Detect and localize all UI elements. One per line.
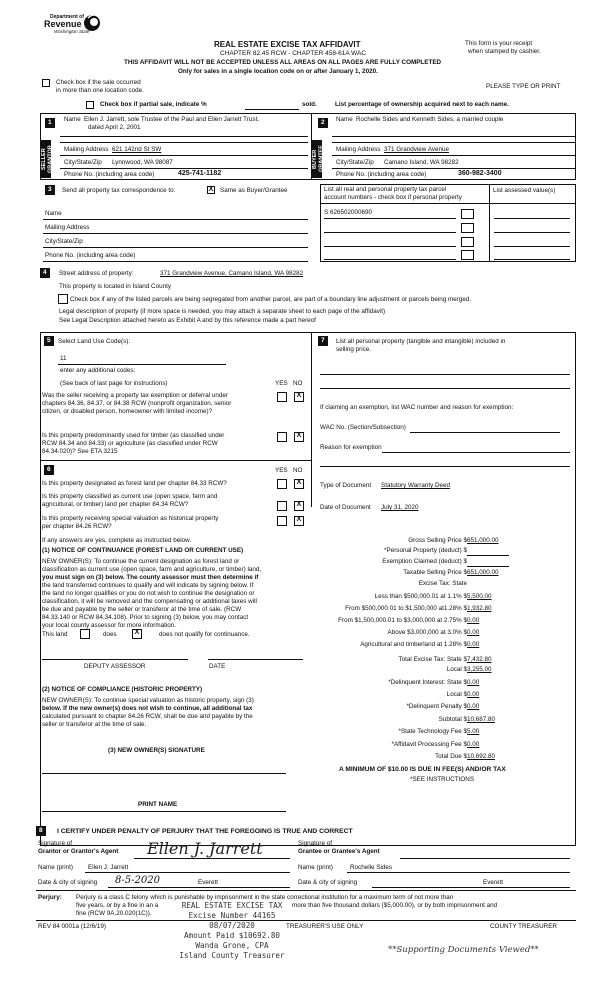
tier2-value[interactable]: 1,932.80 — [467, 605, 492, 612]
this-land-label: This land — [42, 631, 68, 638]
supporting-documents-note: **Supporting Documents Viewed** — [388, 945, 539, 955]
agricultural-value[interactable]: 0.00 — [467, 641, 480, 648]
notice-continuance-line: classification as current use (open space, farm and agriculture, or timber) land, — [42, 566, 262, 573]
q-forest: Is this property designated as forest land per chapter 84.33 RCW? — [42, 480, 227, 487]
notice-compliance-title: (2) NOTICE OF COMPLIANCE (HISTORIC PROPERTY) — [42, 686, 203, 693]
land-does-not-checkbox[interactable]: X — [132, 629, 142, 639]
property-located: This property is located in Island County — [59, 283, 172, 290]
deputy-assessor-label: DEPUTY ASSESSOR — [84, 663, 146, 670]
county-treasurer-label: COUNTY TREASURER — [490, 923, 557, 930]
correspondence-mailing-label: Mailing Address — [45, 224, 90, 231]
q-current-use-no-checkbox[interactable]: X — [294, 501, 304, 511]
grantee-name-print[interactable]: Rochelle Sides — [350, 864, 393, 871]
wac-number-label: WAC No. (Section/Subsection) — [320, 424, 406, 431]
technology-fee-value[interactable]: 5.00 — [467, 728, 480, 735]
grantor-date-city-label: Date & city of signing — [38, 879, 98, 886]
stamp-line: Amount Paid $10692.80 — [183, 931, 280, 940]
treasurers-use-only: TREASURER'S USE ONLY — [286, 923, 364, 930]
parcel-1-personal-checkbox[interactable] — [461, 209, 474, 219]
notice-continuance-line: you must sign on (3) below. The county assessor must then determine if — [42, 574, 259, 581]
q-timber-2: RCW 84.34 and 84.33) or agriculture (as classified under RCW — [42, 440, 218, 447]
notice-compliance-line: seller or transferor at the time of sale. — [42, 721, 147, 728]
logo-top-text: Department of — [50, 14, 84, 20]
q-exemption-no-checkbox[interactable]: X — [294, 392, 304, 402]
land-does-checkbox[interactable] — [80, 629, 90, 639]
land-use-label: Select Land Use Code(s): — [58, 338, 131, 345]
seller-city-label: City/State/Zip — [64, 159, 102, 166]
total-state-label: Total Excise Tax: State $ — [398, 656, 467, 663]
correspondence-phone-label: Phone No. (including area code) — [45, 252, 136, 259]
exemption-claim-label: If claiming an exemption, list WAC number and reason for exemption: — [320, 404, 514, 411]
sec5-no-header: NO — [293, 380, 303, 387]
personal-property-label-2: selling price. — [336, 346, 371, 353]
buyer-phone-label: Phone No. (including area code) — [336, 171, 427, 178]
does-label: does — [103, 631, 117, 638]
affidavit-fee-value[interactable]: 0.00 — [467, 741, 480, 748]
document-date-label: Date of Document — [320, 504, 371, 511]
notice-continuance-title: (1) NOTICE OF CONTINUANCE (FOREST LAND OR CURRENT USE) — [42, 547, 244, 554]
notice-continuance-line: 84.33.140 or RCW 84.34.108). Prior to signing (3) below, you may contact — [42, 614, 249, 621]
affidavit-fee-label: *Affidavit Processing Fee $ — [391, 741, 467, 748]
send-correspondence-label: Send all property tax correspondence to: — [62, 187, 176, 194]
tier2-label: From $500,000.01 to $1,500,000 at1.28% $ — [345, 605, 467, 612]
q-historic-2: per chapter 84.26 RCW? — [42, 523, 112, 530]
section-6-number: 6 — [44, 465, 54, 475]
grantee-name-print-label: Name (print) — [298, 864, 333, 871]
land-use-code[interactable]: 11 — [60, 355, 67, 362]
minimum-fee-note: A MINIMUM OF $10.00 IS DUE IN FEE(S) AND/OR TAX — [339, 766, 506, 773]
buyer-name-value[interactable]: Rochelle Sides and Kenneth Sides, a married couple — [356, 116, 504, 123]
excise-tax-state-label: Excise Tax: State — [418, 580, 467, 587]
multi-location-label-2: in more than one location code. — [56, 87, 144, 94]
receipt-note-2: when stamped by cashier. — [468, 48, 541, 55]
section-7-number: 7 — [318, 336, 328, 346]
section-5-number: 5 — [44, 336, 54, 346]
exemption-deduct-label: Exemption Claimed (deduct) $ — [382, 558, 467, 565]
delinquent-interest-state-label: *Delinquent Interest: State $ — [388, 679, 467, 686]
parcel-4-personal-checkbox[interactable] — [461, 250, 474, 260]
tier3-value[interactable]: 0.00 — [467, 617, 480, 624]
stamp-line: Wanda Grone, CPA — [195, 941, 269, 950]
buyer-mailing-value[interactable]: 371 Grandview Avenue — [384, 146, 449, 153]
legal-description-value[interactable]: See Legal Description attached hereto as Exhibit A and by this reference made a part hereof — [59, 317, 316, 324]
total-due-value[interactable]: 10,692.80 — [467, 753, 496, 760]
subtotal-label: Subtotal $ — [438, 716, 467, 723]
perjury-text-3: fine (RCW 9A.20.020(1C)). — [76, 910, 152, 917]
tier1-label: Less than $500,000.01 at 1.1% $ — [374, 593, 467, 600]
technology-fee-label: *State Technology Fee $ — [398, 728, 467, 735]
additional-codes-label: enter any additional codes: — [60, 367, 136, 374]
notice-compliance-line: below. If the new owner(s) does not wish to continue, all additional tax — [42, 705, 253, 712]
q-historic-yes-checkbox[interactable] — [277, 516, 287, 526]
section-3-number: 3 — [45, 185, 55, 195]
delinquent-interest-state-value[interactable]: 0.00 — [467, 679, 480, 686]
sec5-yes-header: YES — [275, 380, 288, 387]
personal-property-label-1: List all personal property (tangible and intangible) included in — [336, 338, 506, 345]
certify-statement: I CERTIFY UNDER PENALTY OF PERJURY THAT THE FOREGOING IS TRUE AND CORRECT — [57, 828, 353, 835]
grantor-name-print[interactable]: Ellen J. Jarrett — [88, 864, 129, 871]
grantor-agent-label: Grantor or Grantor's Agent — [38, 848, 119, 855]
personal-property-deduct-label: *Personal Property (deduct) $ — [384, 547, 467, 554]
total-state-value[interactable]: 7,432.80 — [467, 656, 492, 663]
type-or-print: PLEASE TYPE OR PRINT — [486, 83, 561, 90]
delinquent-penalty-label: *Delinquent Penalty $ — [406, 703, 467, 710]
gross-price-value[interactable]: 651,000.00 — [467, 537, 499, 544]
assessed-value-label: List assessed value(s) — [493, 187, 556, 194]
seller-mailing-label: Mailing Address — [64, 146, 109, 153]
parcel-3-personal-checkbox[interactable] — [461, 237, 474, 247]
q-timber-3: 84.34.020)? See ETA 3215 — [42, 448, 118, 455]
deputy-date-label: DATE — [209, 663, 226, 670]
exemption-reason-label: Reason for exemption — [320, 444, 382, 451]
grantor-name-print-label: Name (print) — [38, 864, 73, 871]
delinquent-interest-local-value[interactable]: 0.00 — [467, 691, 480, 698]
tier1-value[interactable]: 5,500.00 — [467, 593, 492, 600]
buyer-name-label: Name — [336, 116, 353, 123]
delinquent-penalty-value[interactable]: 0.00 — [467, 703, 480, 710]
grantor-signature-of: Signature of — [38, 840, 72, 847]
q-forest-yes-checkbox[interactable] — [277, 479, 287, 489]
q-timber-yes-checkbox[interactable] — [277, 432, 287, 442]
buyer-city-value[interactable]: Camano Island, WA 98282 — [384, 159, 459, 166]
segregated-label: Check box if any of the listed parcels are being segregated from another parcel, are part of a boundary line adjustment or parcels being merged. — [70, 296, 472, 303]
notice-continuance-line: be due and payable by the seller or transferor at the time of sale. (RCW — [42, 606, 242, 613]
grantee-agent-label: Grantee or Grantee's Agent — [298, 848, 380, 855]
sec6-yes-header: YES — [275, 467, 288, 474]
local-tax-label: Local $ — [446, 666, 467, 673]
grantee-date-city-label: Date & city of signing — [298, 879, 358, 886]
street-address-label: Street address of property: — [59, 270, 134, 277]
grantor-signing-date[interactable]: 8-5-2020 — [115, 875, 160, 886]
parcel-list-label-1: List all real and personal property tax parcel — [324, 186, 447, 193]
form-chapter: CHAPTER 82.45 RCW - CHAPTER 458-61A WAC — [220, 50, 367, 57]
tier4-value[interactable]: 0.00 — [467, 629, 480, 636]
perjury-text-2b: more than five thousand dollars ($5,000.00), or by both imprisonment and — [292, 902, 498, 909]
receipt-note-1: This form is your receipt — [465, 40, 533, 47]
correspondence-city-label: City/State/Zip — [45, 238, 83, 245]
parcel-2-personal-checkbox[interactable] — [461, 223, 474, 233]
does-not-label: does not qualify for continuance. — [159, 631, 250, 638]
multi-location-label-1: Check box if the sale occurred — [56, 79, 141, 86]
form-only-for: Only for sales in a single location code on or after January 1, 2020. — [178, 68, 378, 75]
q-current-use-yes-checkbox[interactable] — [277, 501, 287, 511]
q-timber-no-checkbox[interactable]: X — [294, 432, 304, 442]
q-timber-1: Is this property predominantly used for timber (as classified under — [42, 432, 225, 439]
local-tax-value[interactable]: 3,255.00 — [467, 666, 492, 673]
seller-name-value[interactable]: Ellen J. Jarrett, sole Trustee of the Paul and Ellen Jarrett Trust, — [84, 116, 259, 123]
delinquent-interest-local-label: Local $ — [446, 691, 467, 698]
grantee-signature-of: Signature of — [298, 840, 332, 847]
seller-mailing-value[interactable]: 621 142nd St SW — [112, 146, 162, 153]
document-type-value[interactable]: Statutory Warranty Deed — [381, 482, 451, 489]
q-exemption-3: citizen, or disabled person, homeowner with limited income)? — [42, 408, 213, 415]
document-date-value[interactable]: July 31, 2020 — [381, 504, 419, 511]
revenue-logo — [44, 10, 104, 40]
q-current-use-1: Is this property classified as current use (open space, farm and — [42, 493, 218, 500]
section-4-number: 4 — [40, 268, 50, 278]
print-name-label: PRINT NAME — [138, 801, 178, 808]
notice-continuance-line: your local county assessor for more information. — [42, 622, 177, 629]
treasurer-stamp — [172, 901, 292, 961]
grantor-signing-city[interactable]: Everett — [198, 879, 218, 886]
buyer-grantee-label: BUYER GRANTEE — [312, 140, 322, 178]
parcel-list-label-2: account numbers - check box if personal property — [324, 194, 462, 201]
if-yes-note: If any answers are yes, complete as instructed below. — [42, 537, 192, 544]
same-as-buyer-label: Same as Buyer/Grantee — [220, 187, 288, 194]
same-as-buyer-checkbox[interactable]: X — [208, 186, 214, 193]
stamp-line: 08/07/2020 — [209, 921, 255, 930]
partial-sale-label: Check box if partial sale, indicate % — [100, 101, 207, 108]
q-forest-no-checkbox[interactable]: X — [294, 479, 304, 489]
stamp-line: REAL ESTATE EXCISE TAX — [172, 901, 292, 911]
seller-city-value[interactable]: Lynnwood, WA 98087 — [112, 159, 173, 166]
q-historic-no-checkbox[interactable]: X — [294, 516, 304, 526]
exemption-reason-line[interactable] — [382, 452, 570, 453]
q-exemption-1: Was the seller receiving a property tax exemption or deferral under — [42, 392, 228, 399]
sold-label: sold. — [302, 101, 317, 108]
form-title: REAL ESTATE EXCISE TAX AFFIDAVIT — [214, 40, 361, 49]
notice-compliance-line: NEW OWNER(S): To continue special valuation as historic property, sign (3) — [42, 697, 254, 704]
taxable-price-label: Taxable Selling Price $ — [403, 569, 467, 576]
section-8-number: 8 — [36, 826, 46, 836]
q-current-use-2: agricultural, or timber) land per chapter 84.34 RCW? — [42, 501, 189, 508]
partial-percent-line[interactable] — [245, 109, 299, 110]
buyer-mailing-label: Mailing Address — [336, 146, 381, 153]
street-address-value[interactable]: 371 Grandview Avenue, Camano Island, WA 98282 — [160, 270, 304, 277]
agricultural-label: Agricultural and timberland at 1.28% $ — [360, 641, 467, 648]
notice-continuance-line: the land no longer qualifies or you do not wish to continue the designation or — [42, 590, 255, 597]
seller-phone-label: Phone No. (including area code) — [64, 171, 155, 178]
total-due-label: Total Due $ — [435, 753, 467, 760]
grantee-signature-line[interactable] — [400, 858, 570, 859]
gross-price-label: Gross Selling Price $ — [408, 537, 467, 544]
perjury-text-2: five years, or by a fine in an a — [76, 902, 159, 909]
parcel-number-1[interactable]: S 626502000690 — [324, 209, 372, 216]
new-owner-signature-line[interactable] — [42, 773, 286, 774]
perjury-text-1: Perjury is a class C felony which is punishable by imprisonment in the state correctional institution for a maximum term of not more than — [76, 894, 454, 901]
perjury-label: Perjury: — [38, 894, 62, 901]
stamp-line: Island County Treasurer — [179, 951, 285, 960]
section-2-number: 2 — [318, 118, 328, 128]
logo-main-text: Revenue — [44, 19, 82, 29]
taxable-price-value[interactable]: 651,000.00 — [467, 569, 499, 576]
sec6-no-header: NO — [293, 467, 303, 474]
subtotal-value[interactable]: 10,687.80 — [467, 716, 496, 723]
segregated-checkbox[interactable] — [58, 294, 68, 304]
see-instructions-note: *SEE INSTRUCTIONS — [410, 776, 475, 783]
grantee-signing-city[interactable]: Everett — [483, 879, 503, 886]
correspondence-name-label: Name — [45, 210, 62, 217]
form-warning: THIS AFFIDAVIT WILL NOT BE ACCEPTED UNLESS ALL AREAS ON ALL PAGES ARE FULLY COMPLETED — [124, 59, 442, 66]
multi-location-checkbox[interactable] — [42, 79, 50, 87]
document-type-label: Type of Document — [320, 482, 372, 489]
grantor-signature[interactable]: Ellen J. Jarrett — [147, 839, 263, 858]
notice-continuance-line: classification, it will be removed and the compensating or additional taxes will — [42, 598, 257, 605]
notice-continuance-line: the land transferred continues to qualify and will indicate by signing below. If — [42, 582, 254, 589]
q-historic-1: Is this property receiving special valuation as historical property — [42, 515, 219, 522]
legal-description-label: Legal description of property (if more space is needed, you may attach a separate sheet to each page of the affidavit) — [59, 308, 386, 315]
list-percentage-note: List percentage of ownership acquired next to each name. — [335, 101, 509, 108]
notice-continuance-line: NEW OWNER(S): To continue the current designation as forest land or — [42, 558, 240, 565]
logo-sub-text: Washington State — [54, 29, 90, 34]
buyer-city-label: City/State/Zip — [336, 159, 374, 166]
see-back-note: (See back of last page for instructions) — [60, 380, 168, 387]
seller-phone-value[interactable]: 425-741-1182 — [178, 170, 222, 177]
section-1-number: 1 — [45, 118, 55, 128]
notice-compliance-line: calculated pursuant to chapter 84.26 RCW, shall be due and payable by the — [42, 713, 253, 720]
tier4-label: Above $3,000,000 at 3.0% $ — [387, 629, 467, 636]
seller-name-label: Name — [64, 116, 81, 123]
tier3-label: From $1,500,000.01 to $3,000,000 at 2.75% $ — [338, 617, 467, 624]
partial-sale-checkbox[interactable] — [86, 101, 94, 109]
buyer-phone-value[interactable]: 360-982-3400 — [458, 170, 502, 177]
seller-name-value-2[interactable]: dated April 2, 2001 — [88, 124, 141, 131]
q-exemption-2: chapters 84.36, 84.37, or 84.38 RCW (nonprofit organization, senior — [42, 400, 232, 407]
wac-number-line[interactable] — [410, 432, 560, 433]
form-revision: REV 84 0001a (12/6/19) — [38, 923, 106, 930]
stamp-line: Excise Number 44165 — [188, 911, 276, 920]
q-exemption-yes-checkbox[interactable] — [277, 392, 287, 402]
seller-grantor-label: SELLER GRANTOR — [41, 140, 51, 178]
new-owner-signature-label: (3) NEW OWNER(S) SIGNATURE — [108, 747, 205, 754]
